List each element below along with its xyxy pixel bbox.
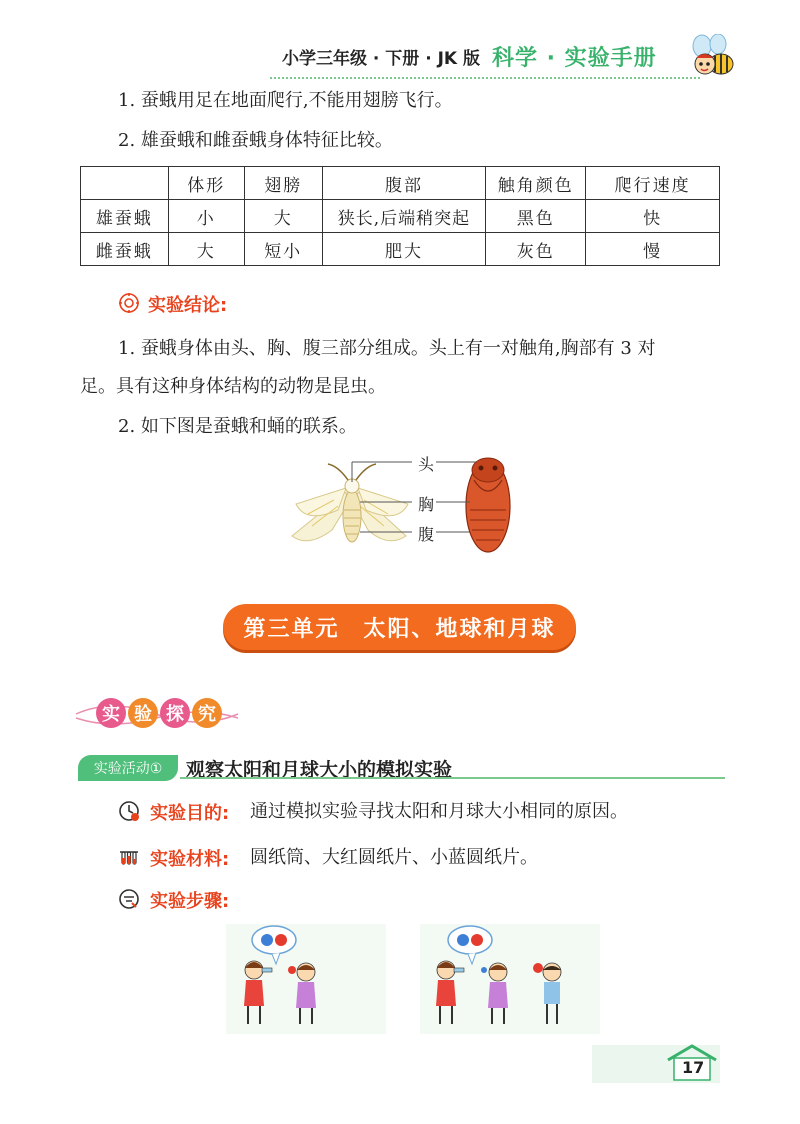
conclusion-bulb-icon — [118, 292, 140, 314]
explore-char-1: 实 — [96, 698, 126, 728]
unit-title-banner: 第三单元 太阳、地球和月球 — [223, 604, 576, 650]
table-cell: 狭长,后端稍突起 — [322, 200, 486, 233]
steps-icon — [118, 888, 140, 910]
explore-char-3: 探 — [160, 698, 190, 728]
conclusion-p1a: 1. 蚕蛾身体由头、胸、腹三部分组成。头上有一对触角,胸部有 3 对 — [118, 338, 656, 359]
table-header-cell: 腹部 — [322, 167, 486, 200]
header-rule — [270, 77, 700, 79]
table-cell: 雄蚕蛾 — [81, 200, 169, 233]
moth-pupa-figure — [288, 452, 518, 556]
table-header-cell: 触角颜色 — [486, 167, 586, 200]
figure-label-thorax: 胸 — [418, 495, 435, 514]
pupa-illustration — [466, 458, 510, 552]
table-header-cell: 爬行速度 — [586, 167, 720, 200]
bee-mascot-icon — [688, 34, 736, 80]
explore-char-2: 验 — [128, 698, 158, 728]
table-header-row — [81, 167, 720, 200]
table-cell: 短小 — [244, 233, 322, 266]
figure-label-head: 头 — [418, 455, 435, 474]
materials-label: 实验材料: — [150, 849, 230, 870]
conclusion-p1b: 足。具有这种身体结构的动物是昆虫。 — [80, 376, 386, 397]
explore-char-4: 究 — [192, 698, 222, 728]
table-header-cell — [81, 167, 169, 200]
table-cell: 快 — [586, 200, 720, 233]
intro-line-1: 1. 蚕蛾用足在地面爬行,不能用翅膀飞行。 — [118, 90, 453, 111]
purpose-text: 通过模拟实验寻找太阳和月球大小相同的原因。 — [250, 801, 628, 822]
table-row — [81, 200, 720, 233]
table-cell: 小 — [168, 200, 244, 233]
table-cell: 黑色 — [486, 200, 586, 233]
purpose-label: 实验目的: — [150, 803, 230, 824]
clock-icon — [118, 800, 140, 822]
header-book-info: 小学三年级 · 下册 · JK 版 — [282, 49, 481, 69]
table-row — [81, 233, 720, 266]
table-cell: 雌蚕蛾 — [81, 233, 169, 266]
step-illustration-right — [420, 924, 600, 1034]
activity-rule — [180, 777, 725, 779]
page-number: 17 — [682, 1058, 705, 1077]
table-cell: 灰色 — [486, 233, 586, 266]
table-cell: 大 — [244, 200, 322, 233]
conclusion-label: 实验结论: — [148, 295, 228, 316]
intro-line-2: 2. 雄蚕蛾和雌蚕蛾身体特征比较。 — [118, 130, 393, 151]
activity-badge: 实验活动① — [78, 755, 178, 781]
step-illustration-left — [226, 924, 386, 1034]
test-tubes-icon — [118, 846, 140, 868]
moth-comparison-table — [80, 166, 720, 266]
table-header-cell: 体形 — [168, 167, 244, 200]
table-cell: 大 — [168, 233, 244, 266]
materials-text: 圆纸筒、大红圆纸片、小蓝圆纸片。 — [250, 847, 538, 868]
steps-label: 实验步骤: — [150, 891, 230, 912]
moth-illustration — [292, 464, 408, 542]
table-cell: 慢 — [586, 233, 720, 266]
conclusion-p2: 2. 如下图是蚕蛾和蛹的联系。 — [118, 416, 357, 437]
figure-label-abdomen: 腹 — [418, 525, 435, 544]
activity-title: 观察太阳和月球大小的模拟实验 — [186, 759, 453, 781]
header-subject: 科学 · 实验手册 — [492, 46, 657, 71]
table-header-cell: 翅膀 — [244, 167, 322, 200]
table-cell: 肥大 — [322, 233, 486, 266]
